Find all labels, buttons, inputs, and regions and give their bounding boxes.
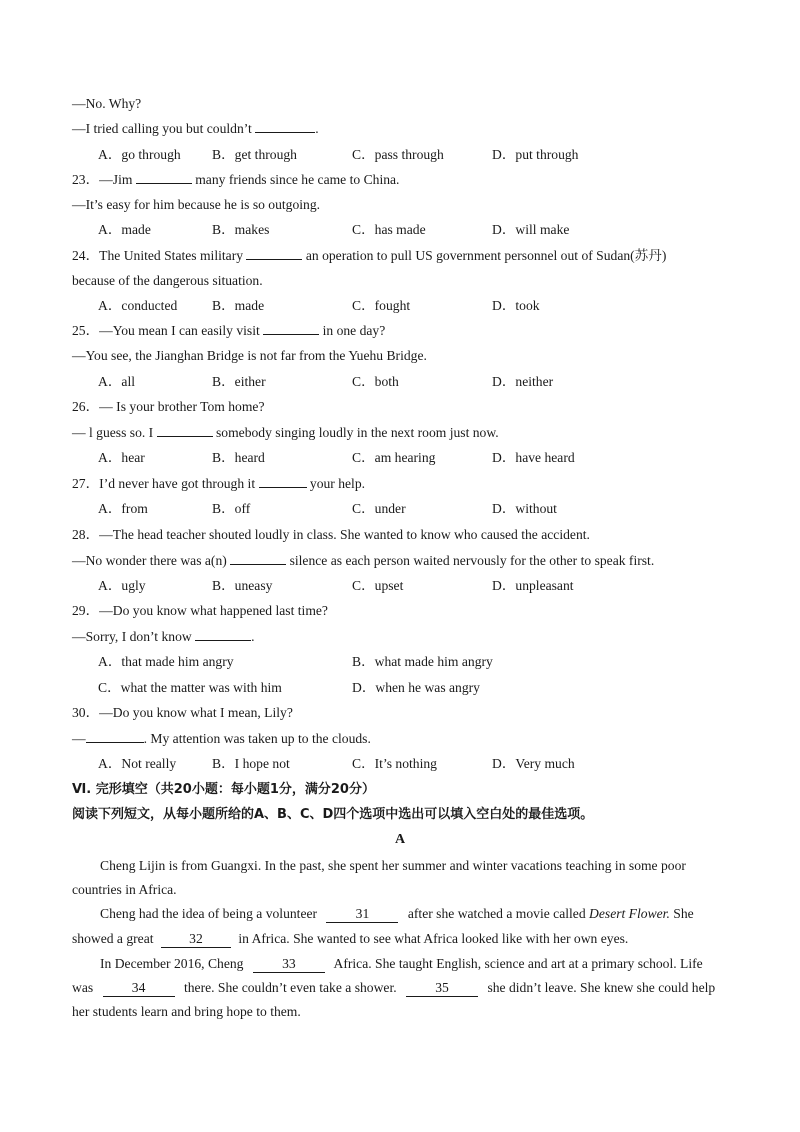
line-text: In December 2016, Cheng (100, 956, 244, 971)
question-28: 28．—The head teacher shouted loudly in class. She wanted to know who caused the accident. (72, 527, 590, 542)
option-b: B．I hope not (212, 756, 290, 771)
option-d: D．when he was angry (352, 680, 480, 695)
option-c: C．pass through (352, 147, 444, 162)
option-d: D．unpleasant (492, 578, 574, 593)
option-a: A．go through (98, 147, 181, 162)
line-text: somebody singing loudly in the next room just now. (216, 425, 499, 440)
line-text: — (72, 731, 86, 746)
option-c: C．both (352, 374, 399, 389)
option-a: A．from (98, 501, 148, 516)
option-a: A．all (98, 374, 135, 389)
option-b: B．makes (212, 222, 270, 237)
option-c: C．upset (352, 578, 404, 593)
answer-blank (259, 475, 307, 488)
blank-34: 34 (103, 980, 175, 997)
option-d: D．will make (492, 222, 570, 237)
question-30: 30．—Do you know what I mean, Lily? (72, 705, 293, 720)
answer-blank (157, 424, 213, 437)
line-text: —I tried calling you but couldn’t (72, 121, 252, 136)
option-d: D．without (492, 501, 557, 516)
option-b: B．heard (212, 450, 265, 465)
answer-blank (230, 552, 286, 565)
dialogue-line (72, 730, 371, 748)
line-text: in one day? (322, 323, 386, 338)
option-a: A．conducted (98, 298, 178, 313)
section-heading: Ⅵ. 完形填空（共20小题：每小题1分，满分20分） (72, 782, 375, 797)
line-text: showed a great (72, 931, 154, 946)
line-text: there. She couldn’t even take a shower. (183, 980, 397, 995)
line-text: . (251, 629, 255, 644)
line-text: in Africa. She wanted to see what Africa looked like with her own eyes. (238, 931, 629, 946)
line-text: she didn’t leave. She knew she could help (487, 980, 716, 995)
movie-title: Desert Flower. (589, 906, 670, 921)
answer-blank (263, 322, 319, 335)
question-29: 29．—Do you know what happened last time? (72, 603, 328, 618)
blank-32: 32 (161, 931, 231, 948)
option-b: B．what made him angry (352, 654, 493, 669)
option-d: D．neither (492, 374, 554, 389)
answer-blank (246, 247, 302, 260)
option-c: C．under (352, 501, 406, 516)
dialogue-line (72, 120, 319, 138)
line-text: 23．—Jim (72, 172, 133, 187)
dialogue-line: —You see, the Jianghan Bridge is not far from the Yuehu Bridge. (72, 348, 427, 363)
line-text: was (72, 980, 94, 995)
question-27 (72, 475, 365, 493)
dialogue-line (72, 628, 255, 646)
question-26: 26．— Is your brother Tom home? (72, 399, 265, 414)
line-text: after she watched a movie called (407, 906, 586, 921)
option-c: C．am hearing (352, 450, 436, 465)
line-text: 27．I’d never have got through it (72, 476, 256, 491)
option-d: D．took (492, 298, 540, 313)
line-text: 24．The United States military (72, 248, 244, 263)
passage-line (100, 905, 694, 923)
question-line: because of the dangerous situation. (72, 273, 263, 288)
line-text: — l guess so. I (72, 425, 154, 440)
blank-33: 33 (253, 956, 325, 973)
dialogue-line (72, 552, 654, 570)
blank-31: 31 (326, 906, 398, 923)
option-a: A．ugly (98, 578, 146, 593)
line-text: your help. (309, 476, 366, 491)
section-instruction: 阅读下列短文，从每小题所给的A、B、C、D四个选项中选出可以填入空白处的最佳选项。 (72, 807, 594, 822)
option-a: A．Not really (98, 756, 177, 771)
passage-title: A (394, 832, 406, 847)
option-c: C．what the matter was with him (98, 680, 282, 695)
option-b: B．get through (212, 147, 297, 162)
line-text: Africa. She taught English, science and art at a primary school. Life (333, 956, 703, 971)
dialogue-line (72, 424, 499, 442)
passage-line (100, 955, 703, 973)
option-b: B．off (212, 501, 251, 516)
line-text: —No wonder there was a(n) (72, 553, 227, 568)
passage-line (72, 979, 715, 997)
option-b: B．made (212, 298, 265, 313)
option-c: C．has made (352, 222, 426, 237)
option-a: A．made (98, 222, 151, 237)
option-d: D．have heard (492, 450, 575, 465)
line-text: —Sorry, I don’t know (72, 629, 192, 644)
line-text: 25．—You mean I can easily visit (72, 323, 260, 338)
line-text: . My attention was taken up to the clouds. (143, 731, 371, 746)
option-a: A．hear (98, 450, 145, 465)
passage-line: her students learn and bring hope to them. (72, 1004, 301, 1019)
answer-blank (86, 730, 144, 743)
dialogue-line: —No. Why? (72, 96, 142, 111)
option-b: B．uneasy (212, 578, 273, 593)
line-text: many friends since he came to China. (195, 172, 400, 187)
option-d: D．Very much (492, 756, 575, 771)
line-text: She (673, 906, 694, 921)
passage-line (72, 930, 628, 948)
dialogue-line: —It’s easy for him because he is so outgoing. (72, 197, 321, 212)
passage-line: countries in Africa. (72, 882, 177, 897)
question-25 (72, 322, 385, 340)
line-text: . (315, 121, 319, 136)
option-d: D．put through (492, 147, 579, 162)
line-text: Cheng had the idea of being a volunteer (100, 906, 318, 921)
question-24 (72, 247, 666, 265)
option-a: A．that made him angry (98, 654, 234, 669)
line-text: an operation to pull US government personnel out of Sudan(苏丹) (305, 248, 667, 263)
answer-blank (195, 628, 251, 641)
option-b: B．either (212, 374, 266, 389)
answer-blank (255, 120, 315, 133)
blank-35: 35 (406, 980, 478, 997)
option-c: C．fought (352, 298, 411, 313)
question-23 (72, 171, 399, 189)
answer-blank (136, 171, 192, 184)
passage-line: Cheng Lijin is from Guangxi. In the past, she spent her summer and winter vacations teaching in some poor (100, 858, 686, 873)
option-c: C．It’s nothing (352, 756, 437, 771)
line-text: silence as each person waited nervously for the other to speak first. (289, 553, 655, 568)
